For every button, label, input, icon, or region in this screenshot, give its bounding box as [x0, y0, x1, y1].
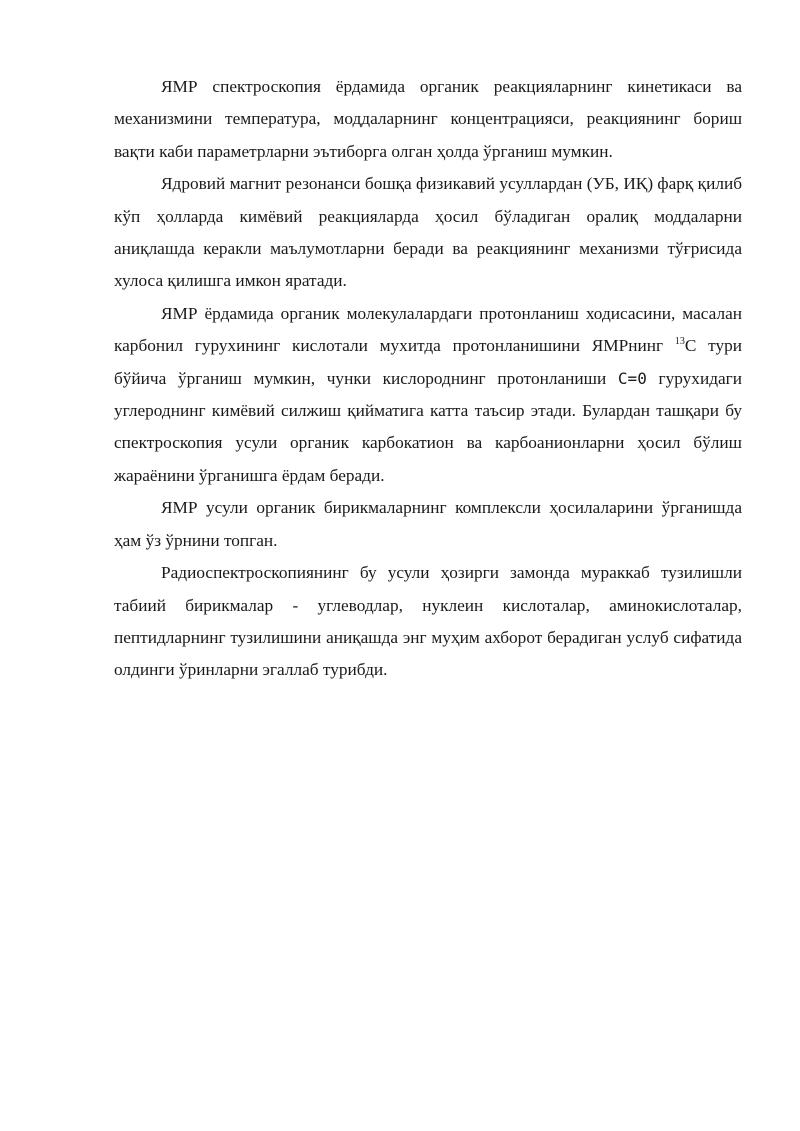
paragraph-nmr-protonation — [114, 298, 742, 492]
isotope-superscript: 13 — [674, 336, 685, 348]
protonation-text-part2: С тури бўйича ўрганиш мумкин, чунки кислороднинг протонланиши — [114, 336, 742, 388]
paragraph-radiospectroscopy: Радиоспектроскопиянинг бу усули ҳозирги замонда мураккаб тузилишли табиий бирикмалар - углеводлар, нуклеин кислоталар, аминокислоталар, пептидларнинг тузилишини аниқашда энг муҳим ахборот берадиган услуб сифатида олдинги ўринларни эгаллаб турибди. — [114, 563, 742, 680]
protonation-text-part1: ЯМР ёрдамида органик молекулалардаги протонланиш ходисасини, масалан карбонил гурухининг кислотали мухитда протонланишини ЯМРнинг — [114, 303, 742, 356]
paragraph-nmr-kinetics: ЯМР спектроскопия ёрдамида органик реакцияларнинг кинетикаси ва механизмини температура, моддаларнинг концентрацияси, реакциянинг бориш вақти каби параметрларни эътиборга олган ҳолда ўрганиш мумкин. — [114, 77, 742, 161]
document-body — [114, 71, 742, 687]
protonation-text-part3: гурухидаги углероднинг кимёвий силжиш қийматига катта таъсир этади. Булардан ташқари бу спектроскопия усули органик карбокатион ва карбоанионларни ҳосил бўлиш жараёнини ўрганишга ёрдам беради. — [114, 368, 742, 485]
paragraph-nmr-complexes: ЯМР усули органик бирикмаларнинг комплексли ҳосилаларини ўрганишда ҳам ўз ўрнини топган. — [114, 498, 742, 550]
carbonyl-formula: С=0 — [617, 368, 647, 388]
paragraph-nmr-intermediates: Ядровий магнит резонанси бошқа физикавий усуллардан (УБ, ИҚ) фарқ қилиб кўп ҳолларда кимёвий реакцияларда ҳосил бўладиган оралиқ моддаларни аниқлашда керакли маълумотларни беради ва реакциянинг механизми тўғрисида хулоса қилишга имкон яратади. — [114, 174, 742, 291]
